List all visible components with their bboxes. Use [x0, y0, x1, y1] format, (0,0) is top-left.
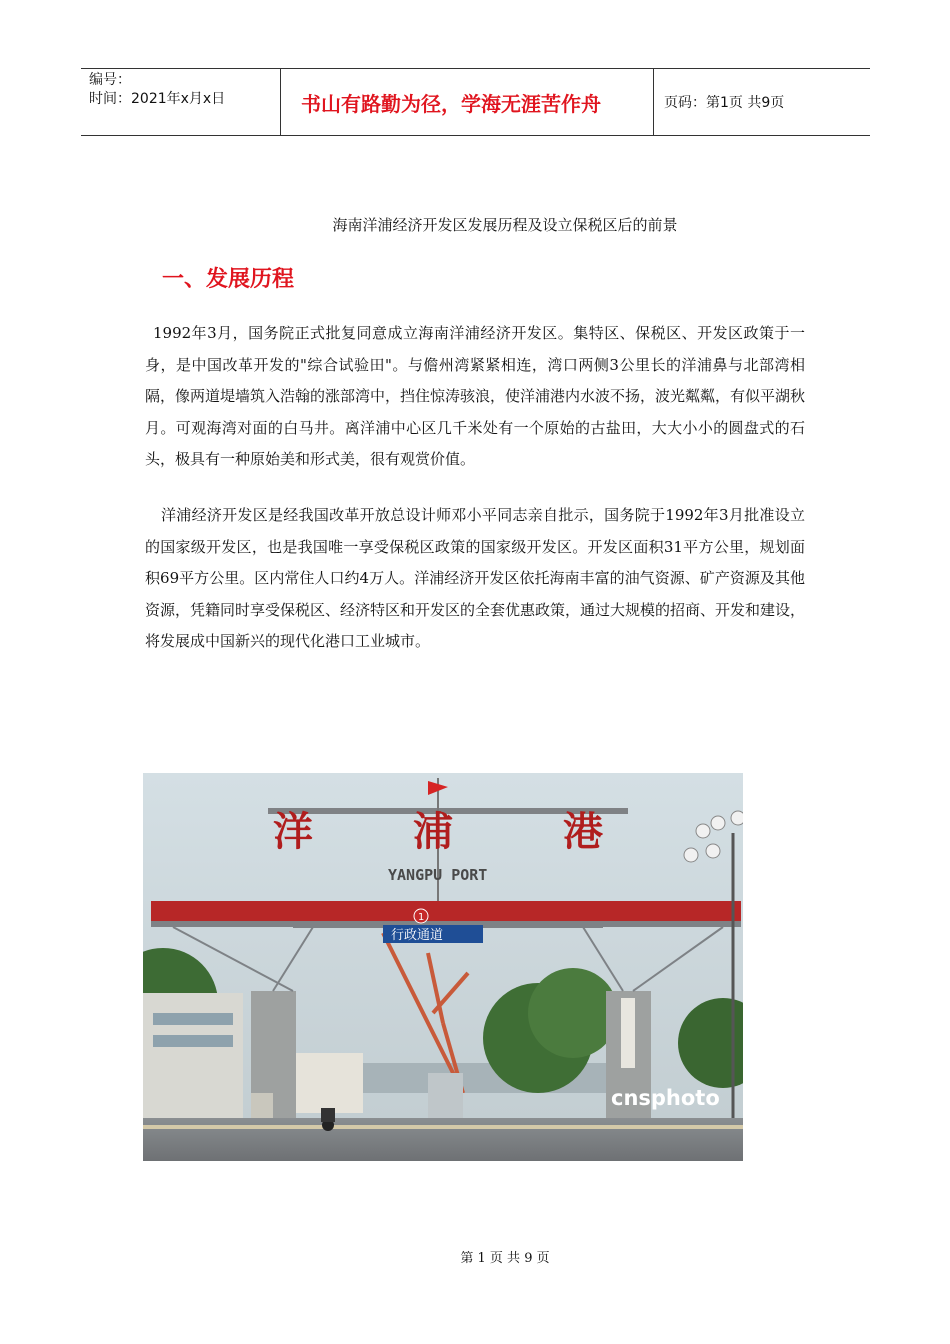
time-label: 时间：2021年x月x日: [89, 91, 226, 107]
paragraph: 1992年3月，国务院正式批复同意成立海南洋浦经济开发区。集特区、保税区、开发区政策于一身，是中国改革开发的"综合试验田"。与儋州湾紧紧相连，湾口两侧3公里长的洋浦鼻与北部湾相隔，像两道堤墙筑入浩翰的涨部湾中，挡住惊涛骇浪，使洋浦港内水波不扬，波光粼粼，有似平湖秋月。可观海湾对面的白马井。离洋浦中心区几千米处有一个原始的古盐田，大大小小的圆盘式的石头，极具有一种原始美和形式美，很有观赏价值。: [145, 324, 806, 468]
gate-canopy: [151, 901, 741, 921]
port-gate-photo: [143, 773, 743, 1161]
page-footer: 第 1 页 共 9 页: [460, 1251, 550, 1266]
gate-char-2: 浦: [413, 809, 453, 855]
lane-number: 1: [418, 912, 425, 923]
header-motto: 书山有路勤为径，学海无涯苦作舟: [281, 69, 654, 135]
gate-english: YANGPU PORT: [388, 866, 488, 884]
header-meta: [81, 69, 281, 135]
lane-sign-text: 行政通道: [391, 928, 444, 943]
photo-watermark: cnsphoto: [611, 1086, 720, 1110]
page-header: [81, 68, 870, 136]
paragraph: 洋浦经济开发区是经我国改革开放总设计师邓小平同志亲自批示，国务院于1992年3月批准设立的国家级开发区，也是我国唯一享受保税区政策的国家级开发区。开发区面积31平方公里，规划面积69平方公里。区内常住人口约4万人。洋浦经济开发区依托海南丰富的油气资源、矿产资源及其他资源，凭籍同时享受保税区、经济特区和开发区的全套优惠政策，通过大规模的招商、开发和建设，将发展成中国新兴的现代化港口工业城市。: [145, 506, 806, 650]
header-page-info: 页码：第1页 共9页: [664, 95, 785, 111]
document-title: 海南洋浦经济开发区发展历程及设立保税区后的前景: [332, 216, 678, 234]
section-heading: 一、发展历程: [162, 267, 295, 292]
gate-char-3: 港: [563, 809, 603, 855]
number-label: 编号：: [89, 72, 131, 88]
gate-char-1: 洋: [273, 809, 313, 855]
